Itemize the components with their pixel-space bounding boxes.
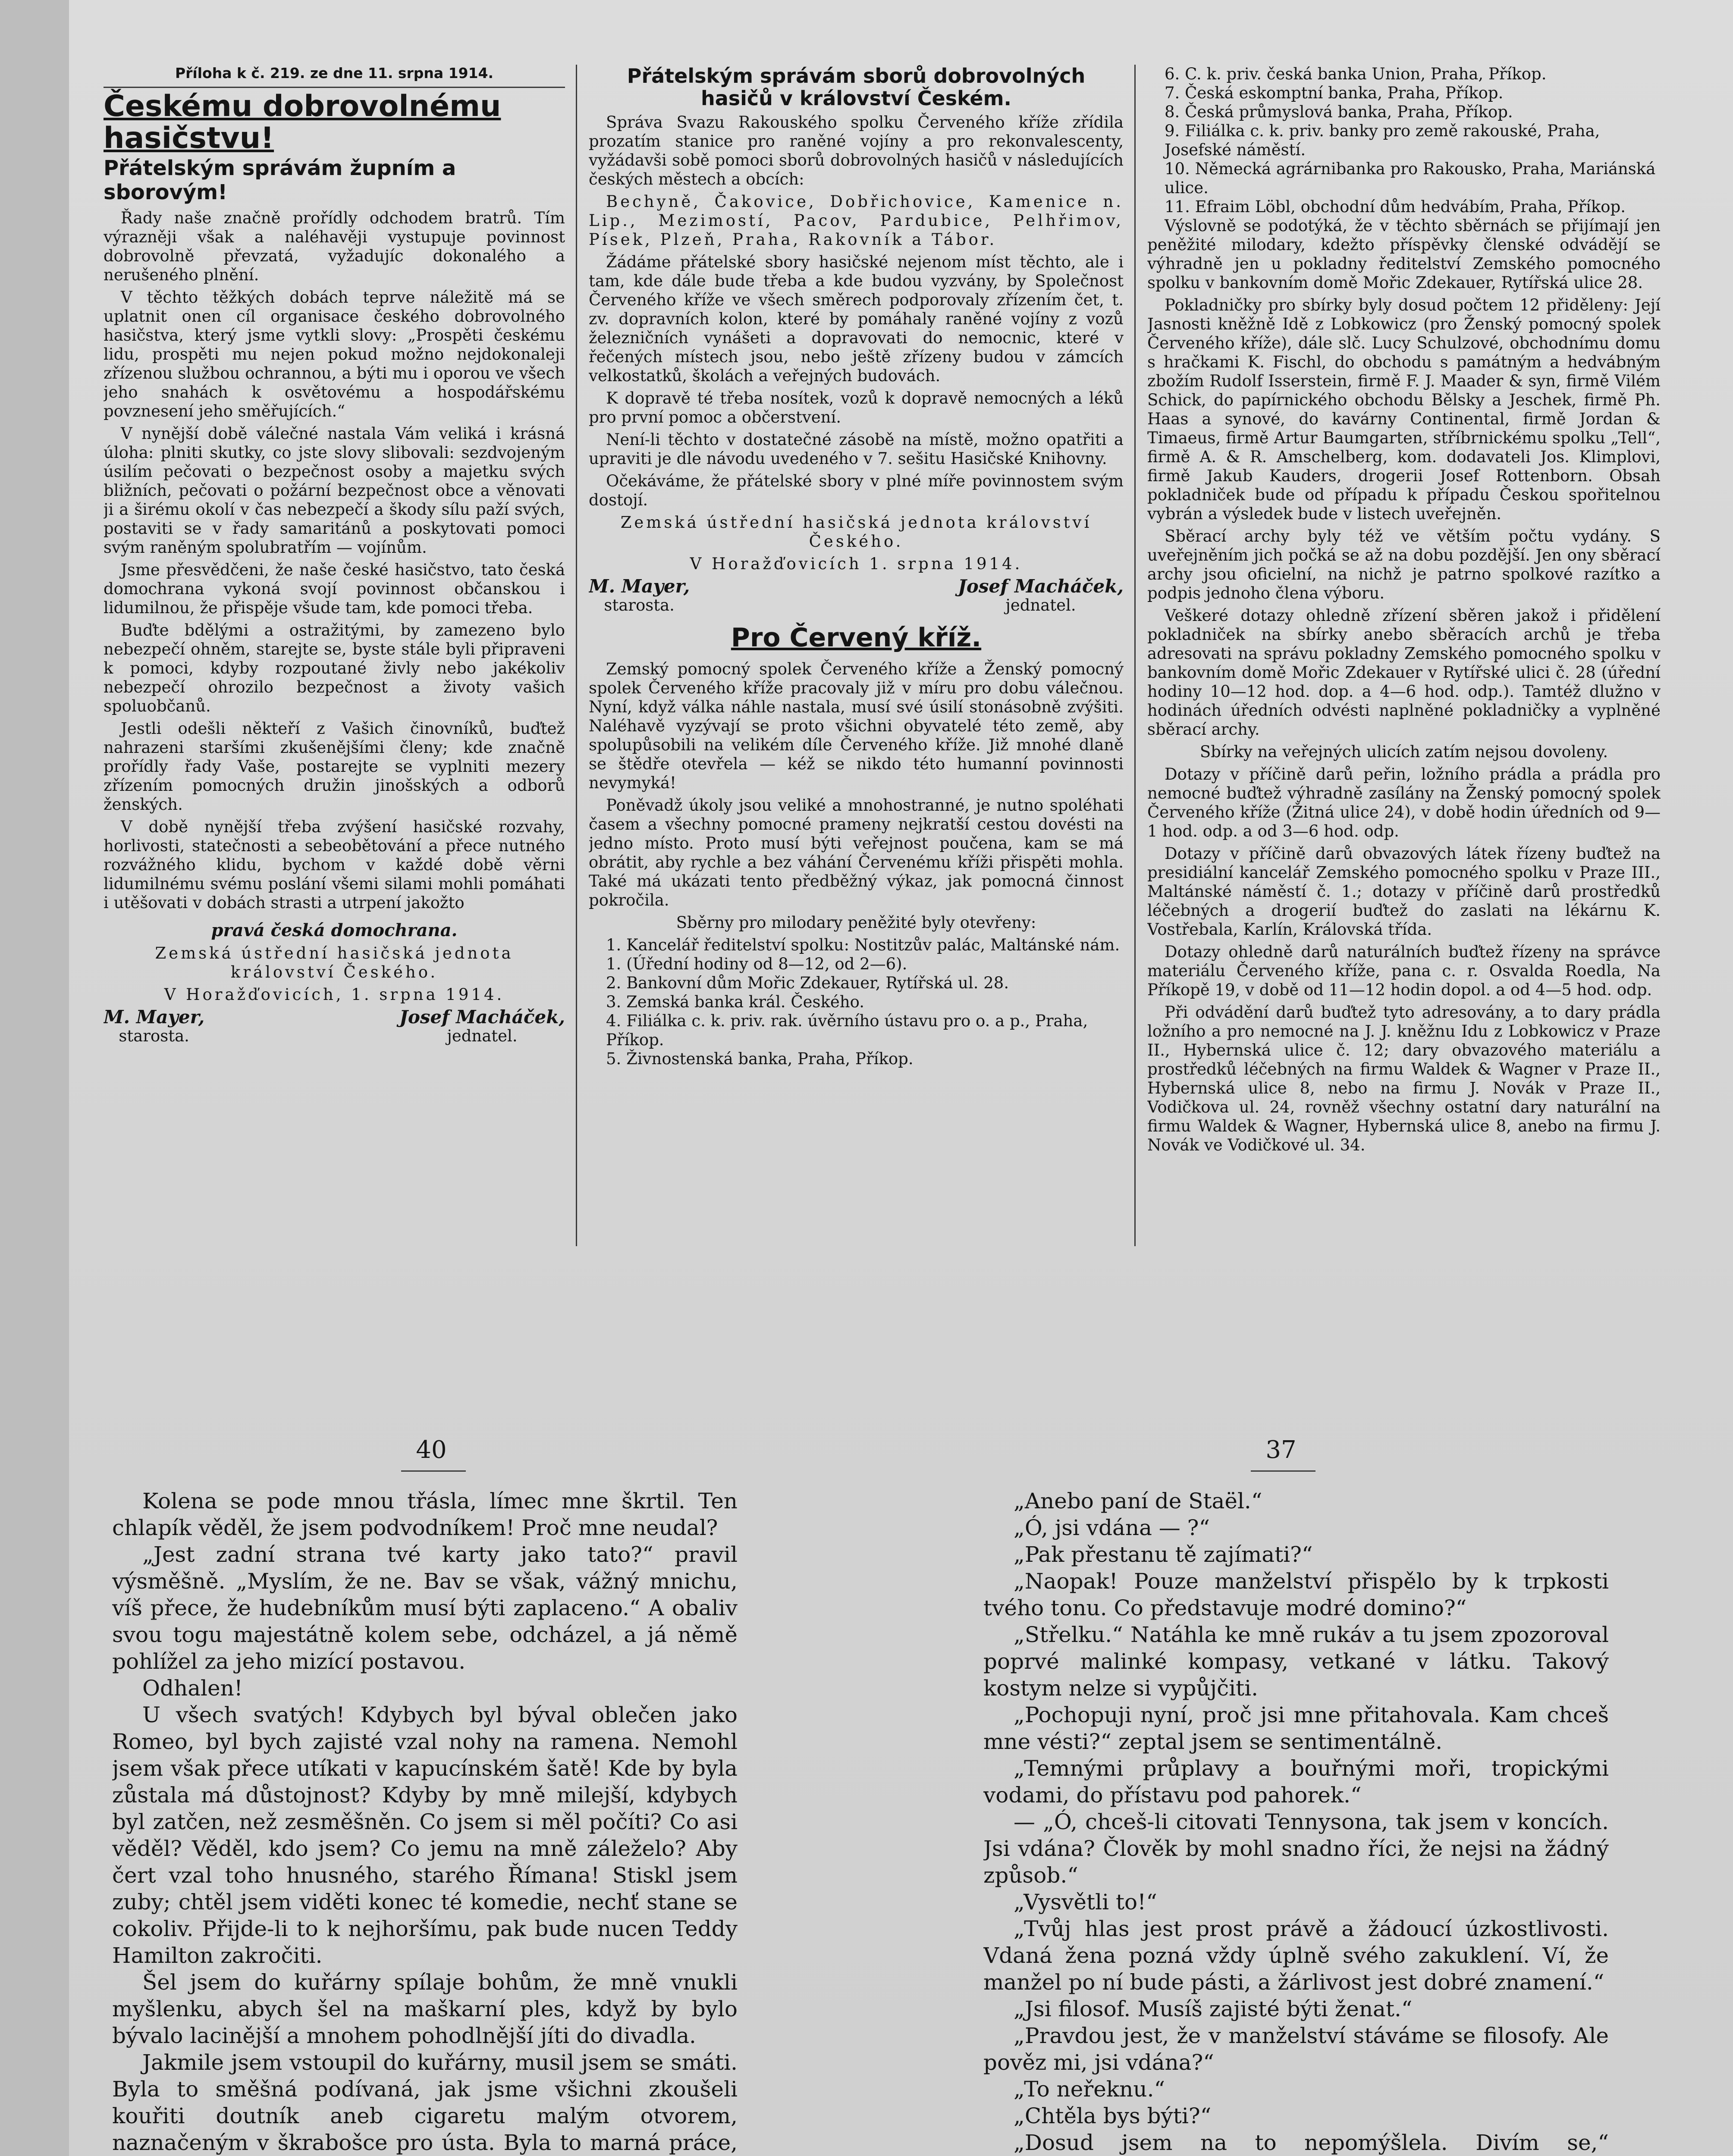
- novel-paragraph: „Pak přestanu tě zajímati?“: [1014, 1542, 1313, 1567]
- column-divider: [576, 65, 577, 1246]
- paragraph: Poněvadž úkoly jsou veliké a mnohostranné, je nutno spoléhati časem a všechny pomocné prameny nejkratší cestou dovésti na jedno místo. Proto musí býti veřejnost poučena, kam se má obrátit, aby rychle a bez váhání Červenému kříži přispěti mohla. Také má ukázati tento předběžný výkaz, jak pomocná činnost pokročila.: [589, 796, 1124, 909]
- paragraph: Jsme přesvědčeni, že naše české hasičstvo, tato česká domochrana vykoná svojí povinnost občanskou i lidumilnou, že přispěje všude tam, kde pomoci třeba.: [104, 561, 565, 617]
- paragraph: V těchto těžkých dobách teprve náležitě má se uplatnit onen cíl organisace českého dobrovolného hasičstva, který jsme vytkli slovy: „Prospěti českému lidu, prospěti mu nejen pokud možno nejdokonaleji zřízenou službou ochrannou, a býti mu i oporou ve všech jeho snahách k osvětovému a hospodářskému povznesení jeho směřujících.“: [104, 288, 565, 420]
- novel-paragraph: „Jsi filosof. Musíš zajisté býti ženat.“: [1014, 1996, 1413, 2021]
- novel-paragraph: Odhalen!: [142, 1676, 243, 1701]
- novel-paragraph: „Chtěla bys býti?“: [1014, 2103, 1212, 2128]
- paragraph: V nynější době válečné nastala Vám veliká i krásná úloha: plniti skutky, co jste slovy slibovali: sezdvojeným úsilím pečovati o bezpečnost osoby a majetku svých bližních, pečovati o požární bezpečnost obce a věnovati ji a širému okolí v čas nebezpečí a škody sílu paží svých, postaviti se v řady samaritánů a poskytovati pomoci svým raněným spolubratřím — vojínům.: [104, 424, 565, 557]
- signature-name: M. Mayer,: [104, 1006, 205, 1028]
- list-item: 2. Bankovní dům Mořic Zdekauer, Rytířská ul. 28.: [606, 974, 1009, 992]
- novel-paragraph: Kolena se pode mnou třásla, límec mne škrtil. Ten chlapík věděl, že jsem podvodníkem! Proč mne neudal?: [112, 1489, 738, 1540]
- paragraph: Žádáme přátelské sbory hasičské nejenom míst těchto, ale i tam, kde dále bude třeba a kde budou vyzvány, by Společnost Červeného kříže ve všech směrech podporovaly zřízením čet, t. zv. dopravních kolon, které by pomáhaly raněné vojíny z vozů železničních vynášeti a dopravovati do nemocnic, které v řečených místech jsou, nebo ještě zřízeny budou v zámcích velkostatků, školách a veřejných budovách.: [589, 253, 1124, 385]
- collection-list: [589, 936, 1124, 1069]
- paragraph: Výslovně se podotýká, že v těchto sběrnách se přijímají jen peněžité milodary, kdežto příspěvky členské odvádějí se výhradně jen u pokladny ředitelství Zemského pomocného spolku v bankovním domě Mořic Zdekauer, Rytířská ulice 28.: [1147, 216, 1661, 292]
- signature-role: starosta.: [604, 596, 675, 614]
- paragraph: Očekáváme, že přátelské sbory v plné míře povinnostem svým dostojí.: [589, 472, 1124, 509]
- novel-page-right: [983, 1488, 1609, 2156]
- novel-paragraph: „To neřeknu.“: [1014, 2077, 1165, 2102]
- paragraph: Sbírky na veřejných ulicích zatím nejsou dovoleny.: [1199, 743, 1608, 761]
- column-red-cross-appeal: [589, 65, 1124, 1307]
- column-firemen-appeal: [104, 65, 565, 1307]
- list-item: 8. Česká průmyslová banka, Praha, Příkop.: [1165, 103, 1513, 121]
- novel-paragraph: „Anebo paní de Staël.“: [1014, 1489, 1262, 1514]
- paragraph: Jestli odešli někteří z Vašich činovníků, buďtež nahrazeni staršími zkušenějšími členy; kde značně prořídly řady Vaše, postarejte se vyplniti mezery zřízením pomocných družin jinošských a odborů ženských.: [104, 719, 565, 814]
- paragraph: Veškeré dotazy ohledně zřízení sběren jakož i přidělení pokladniček na sbírky anebo sběracích archů je třeba adresovati na správu pokladny Zemského pomocného spolku v bankovním domě Mořic Zdekauer v Rytířské ulici č. 28 (úřední hodiny 10—12 hod. dop. a 4—6 hod. odp.). Tamtéž dlužno v hodinách úředních odvésti naplněné pokladničky a vyplněné sběrací archy.: [1147, 606, 1661, 739]
- signature-name: Josef Macháček,: [399, 1006, 565, 1028]
- novel-page-left: [112, 1488, 738, 2156]
- town-list: Bechyně, Čakovice, Dobřichovice, Kamenice n. Lip., Mezimostí, Pacov, Pardubice, Pelhřimov, Písek, Plzeň, Praha, Rakovník a Tábor.: [589, 192, 1124, 249]
- collection-list: [1147, 65, 1661, 216]
- paragraph: Při odvádění darů buďtež tyto adresovány, a to dary prádla ložního a pro nemocné na J. J. kněžnu Idu z Lobkowicz v Praze II., Hybernská ulice č. 12; dary obvazového materiálu a prostředků léčebných na firmu Waldek & Wagner v Praze II., Hybernská ulice 8, nebo na firmu J. Novák v Praze II., Vodičkova ul. 24, rovněž všechny ostatní dary naturální na firmu Waldek & Wagner, Hybernská ulice 8, anebo na firmu J. Novák ve Vodičkové ul. 34.: [1147, 1003, 1661, 1154]
- page-number-left: 40: [416, 1436, 447, 1464]
- novel-paragraph: „Pochopuji nyní, proč jsi mne přitahovala. Kam chceš mne vésti?“ zeptal jsem se sentimentálně.: [983, 1702, 1609, 1754]
- novel-paragraph: „Jest zadní strana tvé karty jako tato?“ pravil výsměšně. „Myslím, že ne. Bav se však, vážný mnichu, víš přece, že hudebníkům musí býti zaplaceno.“ A obaliv svou togu majestátně kolem sebe, odcházel, a já němě pohlížel za jeho mizící postavou.: [112, 1542, 738, 1674]
- list-item: 5. Živnostenská banka, Praha, Příkop.: [606, 1050, 914, 1068]
- novel-paragraph: Šel jsem do kuřárny spílaje bohům, že mně vnukli myšlenku, abych šel na maškarní ples, když by bylo bývalo lacinější a mnohem pohodlnější jíti do divadla.: [112, 1970, 738, 2048]
- paragraph: Řady naše značně prořídly odchodem bratrů. Tím výrazněji však a naléhavěji vystupuje povinnost dobrovolně převzatá, vyžadujíc dokonalého a nerušeného plnění.: [104, 209, 565, 284]
- list-item: 6. C. k. priv. česká banka Union, Praha, Příkop.: [1165, 65, 1547, 83]
- article-title: Přátelským správám sborů dobrovolných hasičů v království Českém.: [627, 65, 1086, 110]
- signature-name: M. Mayer,: [589, 576, 690, 597]
- paragraph: V době nynější třeba zvýšení hasičské rozvahy, horlivosti, statečnosti a sebeobětování a přece nutného rozvážného klidu, bychom v každé době věrni lidumilnému svému poslání všemi silami mohli pomáhati i utěšovati v dobách strasti a utrpení jakožto: [104, 818, 565, 912]
- signatures: [104, 1008, 565, 1046]
- signature-secretary: [958, 577, 1124, 615]
- list-item: 4. Filiálka c. k. priv. rak. úvěrního ústavu pro o. a p., Praha, Příkop.: [606, 1012, 1088, 1049]
- paragraph: Dotazy ohledně darů naturálních buďtež řízeny na správce materiálu Červeného kříže, pana c. r. Osvalda Roedla, Na Příkopě 19, v době od 11—12 hodin dopol. a od 4—5 hod. odp.: [1147, 943, 1661, 999]
- novel-paragraph: „Temnými průplavy a bouřnými moři, tropickými vodami, do přístavu pod pahorek.“: [983, 1756, 1609, 1808]
- novel-paragraph: „Naopak! Pouze manželství přispělo by k trpkosti tvého tonu. Co představuje modré domino?“: [983, 1569, 1609, 1620]
- paragraph: Dotazy v příčině darů peřin, ložního prádla a prádla pro nemocné buďtež výhradně zasílány na Ženský pomocný spolek Červeného kříže (Žitná ulice 24), v době hodin úředních od 9—1 hod. odp. a od 3—6 hod. odp.: [1147, 765, 1661, 840]
- novel-section: [104, 1436, 1661, 2156]
- list-item: 11. Efraim Löbl, obchodní dům hedvábím, Praha, Příkop.: [1165, 197, 1626, 216]
- signatures: [589, 577, 1124, 615]
- paragraph: Dotazy v příčině darů obvazových látek řízeny buďtež na presidiální kancelář Zemského pomocného spolku v Praze III., Maltánské náměstí č. 1.; dotazy v příčině darů prostředků léčebných a drogerií buďtež do zaslati na lékárnu K. Vostřebala, Karlín, Královská třída.: [1147, 844, 1661, 939]
- list-item: 9. Filiálka c. k. priv. banky pro země rakouské, Praha, Josefské náměstí.: [1165, 122, 1600, 159]
- paragraph: Správa Svazu Rakouského spolku Červeného kříže zřídila prozatím stanice pro raněné vojíny a pro rekonvalescenty, vyžádavši sobě pomoci sborů dobrovolných hasičů v následujících českých městech a obcích:: [589, 113, 1124, 188]
- novel-paragraph: „Pravdou jest, že v manželství stáváme se filosofy. Ale pověz mi, jsi vdána?“: [983, 2023, 1609, 2075]
- list-item: 7. Česká eskomptní banka, Praha, Příkop.: [1165, 84, 1504, 102]
- page-number-right: 37: [1265, 1436, 1297, 1464]
- signature-role: jednatel.: [447, 1027, 518, 1045]
- signature-role: jednatel.: [1005, 596, 1076, 614]
- novel-paragraph: — „Ó, chceš-li citovati Tennysona, tak jsem v koncích. Jsi vdána? Člověk by mohl snadno říci, že nejsi na žádný způsob.“: [983, 1809, 1609, 1888]
- section-title: Pro Červený kříž.: [731, 623, 982, 653]
- novel-paragraph: „Střelku.“ Natáhla ke mně rukáv a tu jsem zpozoroval poprvé malinké kompasy, vetkané v látku. Takový kostym nelze si vypůjčiti.: [983, 1622, 1609, 1701]
- column-divider: [1134, 65, 1136, 1246]
- novel-paragraph: „Dosud jsem na to nepomýšlela. Divím se,“: [1014, 2130, 1609, 2155]
- organization-name: Zemská ústřední hasičská jednota království Českého.: [155, 944, 514, 981]
- novel-paragraph: „Ó, jsi vdána — ?“: [1014, 1515, 1210, 1540]
- list-item: 1. Kancelář ředitelství spolku: Nostitzův palác, Maltánské nám. 1. (Úřední hodiny od 8—12, od 2—6).: [606, 936, 1120, 973]
- signature-name: Josef Macháček,: [958, 576, 1124, 597]
- supplement-line: Příloha k č. 219. ze dne 11. srpna 1914.: [175, 65, 494, 81]
- header-rule: [104, 87, 565, 88]
- paragraph: Buďte bdělými a ostražitými, by zamezeno bylo nebezpečí ohněm, starejte se, byste stále byli připraveni k pomoci, kdyby rozpoutané živly nebo jakékoliv nebezpečí ohrozilo bezpečnost a životy vašich spoluobčanů.: [104, 621, 565, 715]
- novel-paragraph: „Vysvětli to!“: [1014, 1890, 1157, 1915]
- page-number-rule: [1251, 1470, 1315, 1472]
- paragraph: Zemský pomocný spolek Červeného kříže a Ženský pomocný spolek Červeného kříže pracovaly již v míru pro dobu válečnou. Nyní, když válka náhle nastala, musí své úsilí stonásobně zvýšiti. Naléhavě vyzývají se proto všichni obyvatelé této země, aby spolupůsobili na velikém díle Červeného kříže. Již mnohé dlaně se štědře otevřela — kéž se nikdo této humanní povinnosti nevymyká!: [589, 660, 1124, 792]
- newspaper-section: [104, 65, 1661, 1307]
- paragraph: Pokladničky pro sbírky byly dosud počtem 12 přiděleny: Její Jasnosti kněžně Idě z Lobkowicz (pro Ženský pomocný spolek Červeného kříže), dále slč. Lucy Schulzové, obchodnímu domu s hračkami K. Fischl, do obchodu s památným a hedvábným zbožím Rudolf Isserstein, firmě F. J. Maader & syn, firmě Vilém Schick, do papírnického obchodu Bělsky a Jeschek, firmě Ph. Haas a synové, do kavárny Continental, firmě Jordan & Timaeus, firmě Artur Baumgarten, stříbrnickému spolku „Tell“, firmě A. & R. Amschelberg, kom. dodavateli Jos. Klimplovi, firmě Jakub Kauders, drogerii Josef Rottenborn. Obsah pokladniček bude od případu k případu Českou spořitelnou vybrán a výsledek bude v listech uveřejněn.: [1147, 296, 1661, 523]
- collection-points-heading: Sběrny pro milodary peněžité byly otevřeny:: [676, 913, 1036, 932]
- signature-chairman: [104, 1008, 204, 1046]
- place-date: V Horažďovicích 1. srpna 1914.: [690, 555, 1023, 573]
- article-title: Českému dobrovolnému hasičstvu!: [104, 89, 501, 155]
- page-number-rule: [401, 1470, 466, 1472]
- column-red-cross-continued: [1147, 65, 1661, 1307]
- signature-role: starosta.: [119, 1027, 189, 1045]
- novel-paragraph: U všech svatých! Kdybych byl býval oblečen jako Romeo, byl bych zajisté vzal nohy na ramena. Nemohl jsem však přece utíkati v kapucínském šatě! Kde by byla zůstala má důstojnost? Kdyby by mně milejší, kdybych byl zatčen, než zesměšněn. Co jsem si měl počíti? Co asi věděl? Věděl, kdo jsem? Co jemu na mně záleželo? Aby čert vzal toho hnusného, starého Římana! Stiskl jsem zuby; chtěl jsem viděti konec té komedie, nechť stane se cokoliv. Přijde-li to k nejhoršímu, pak bude nucen Teddy Hamilton zakročiti.: [112, 1702, 738, 1968]
- page-gutter: [0, 0, 69, 2156]
- paragraph: Sběrací archy byly též ve větším počtu vydány. S uveřejněním jich počká se až na dobu pozdější. Jen ony sběrací archy jsou oficielní, na nichž je patrno spolkové razítko a podpis jednoho člena výboru.: [1147, 527, 1661, 602]
- article-subtitle: Přátelským správám župním a sborovým!: [104, 156, 456, 204]
- paragraph: Není-li těchto v dostatečné zásobě na místě, možno opatřiti a upraviti je dle návodu uvedeného v 7. sešitu Hasičské Knihovny.: [589, 430, 1124, 468]
- novel-paragraph: Jakmile jsem vstoupil do kuřárny, musil jsem se smáti. Byla to směšná podívaná, jak jsme všichni zkoušeli kouřiti doutník aneb cigaretu malým otvorem, naznačeným v škrabošce pro ústa. Byla to marná práce,: [112, 2050, 738, 2155]
- place-date: V Horažďovicích, 1. srpna 1914.: [164, 985, 505, 1004]
- list-item: 3. Zemská banka král. Českého.: [606, 993, 865, 1011]
- motto-line: pravá česká domochrana.: [211, 920, 458, 940]
- organization-name: Zemská ústřední hasičská jednota království Českého.: [620, 513, 1092, 551]
- paragraph: K dopravě té třeba nosítek, vozů k dopravě nemocných a léků pro první pomoc a občerstvení.: [589, 389, 1124, 426]
- signature-secretary: [399, 1008, 565, 1046]
- list-item: 10. Německá agrárnibanka pro Rakousko, Praha, Mariánská ulice.: [1165, 160, 1656, 197]
- novel-paragraph: „Tvůj hlas jest prost právě a žádoucí úzkostlivosti. Vdaná žena pozná vždy úplně svého zakuklení. Ví, že manžel po ní bude pásti, a žárlivost jest dobré znamení.“: [983, 1916, 1609, 1995]
- signature-chairman: [589, 577, 690, 615]
